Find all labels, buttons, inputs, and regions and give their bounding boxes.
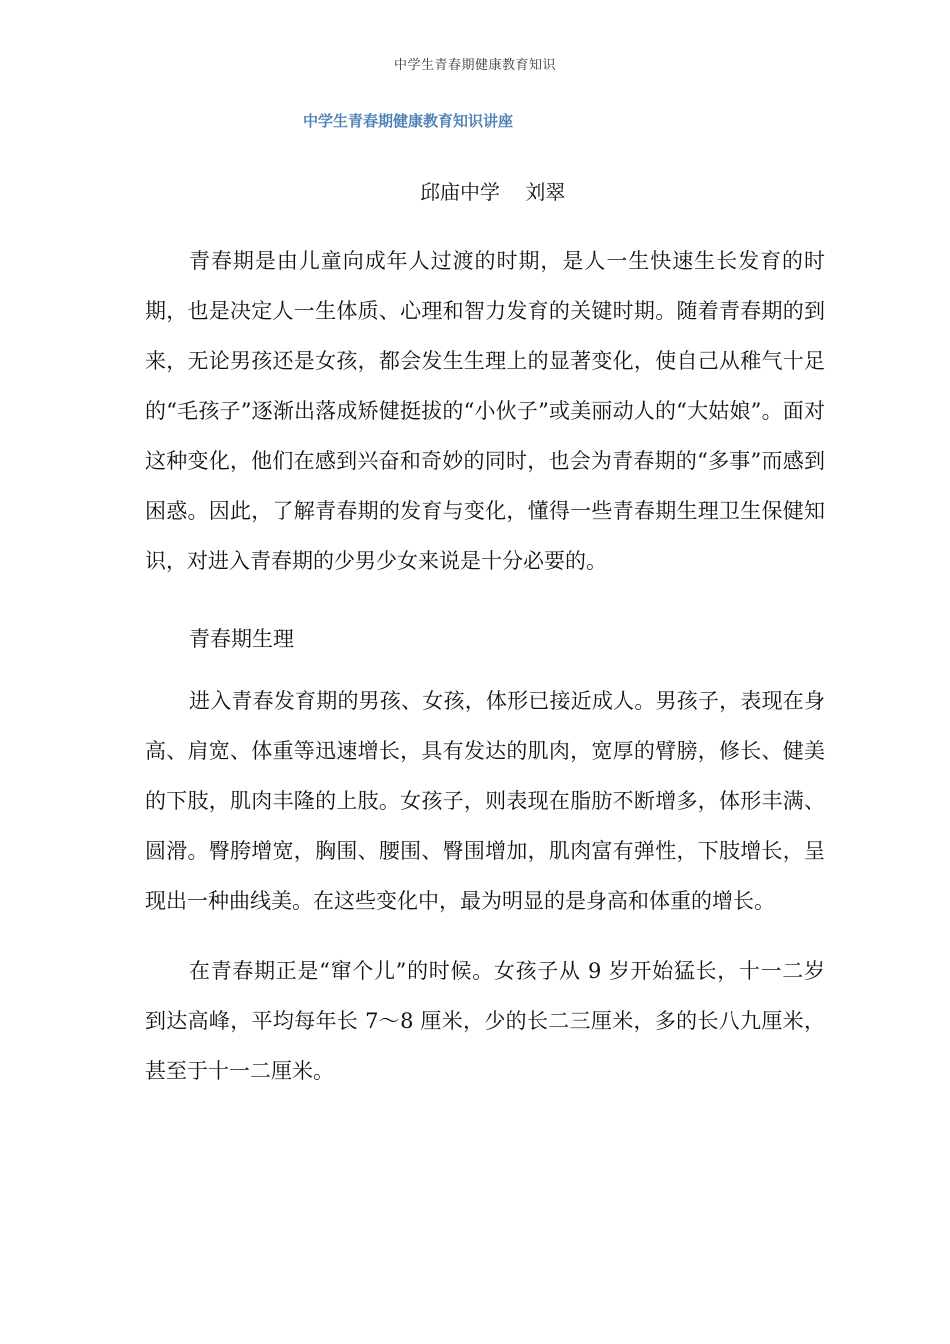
running-header: 中学生青春期健康教育知识 xyxy=(393,58,556,73)
section-paragraph: 在青春期正是“窜个儿”的时候。女孩子从 9 岁开始猛长，十一二岁到达高峰，平均每年长 7～8 厘米，少的长二三厘米，多的长八九厘米，甚至于十一二厘米。 xyxy=(145,959,825,1083)
author-line: 邱庙中学 刘翠 xyxy=(420,180,566,204)
section-heading: 青春期生理 xyxy=(189,627,294,651)
paragraph-gap xyxy=(145,926,825,946)
intro-paragraph: 青春期是由儿童向成年人过渡的时期，是人一生快速生长发育的时期，也是决定人一生体质、心理和智力发育的关键时期。随着青春期的到来，无论男孩还是女孩，都会发生生理上的显著变化，使自己从稚气十足的“毛孩子”逐渐出落成矫健挺拔的“小伙子”或美丽动人的“大姑娘”。面对这种变化，他们在感到兴奋和奇妙的同时，也会为青春期的“多事”而感到困惑。因此，了解青春期的发育与变化，懂得一些青春期生理卫生保健知识，对进入青春期的少男少女来说是十分必要的。 xyxy=(145,249,825,573)
document-body xyxy=(145,236,825,1096)
document-title: 中学生青春期健康教育知识讲座 xyxy=(303,112,514,130)
section-paragraph: 进入青春发育期的男孩、女孩，体形已接近成人。男孩子，表现在身高、肩宽、体重等迅速增长，具有发达的肌肉，宽厚的臂膀，修长、健美的下肢，肌肉丰隆的上肢。女孩子，则表现在脂肪不断增多，体形丰满、圆滑。臀胯增宽，胸围、腰围、臀围增加，肌肉富有弹性，下肢增长，呈现出一种曲线美。在这些变化中，最为明显的是身高和体重的增长。 xyxy=(145,689,825,913)
paragraph-gap xyxy=(145,586,825,606)
